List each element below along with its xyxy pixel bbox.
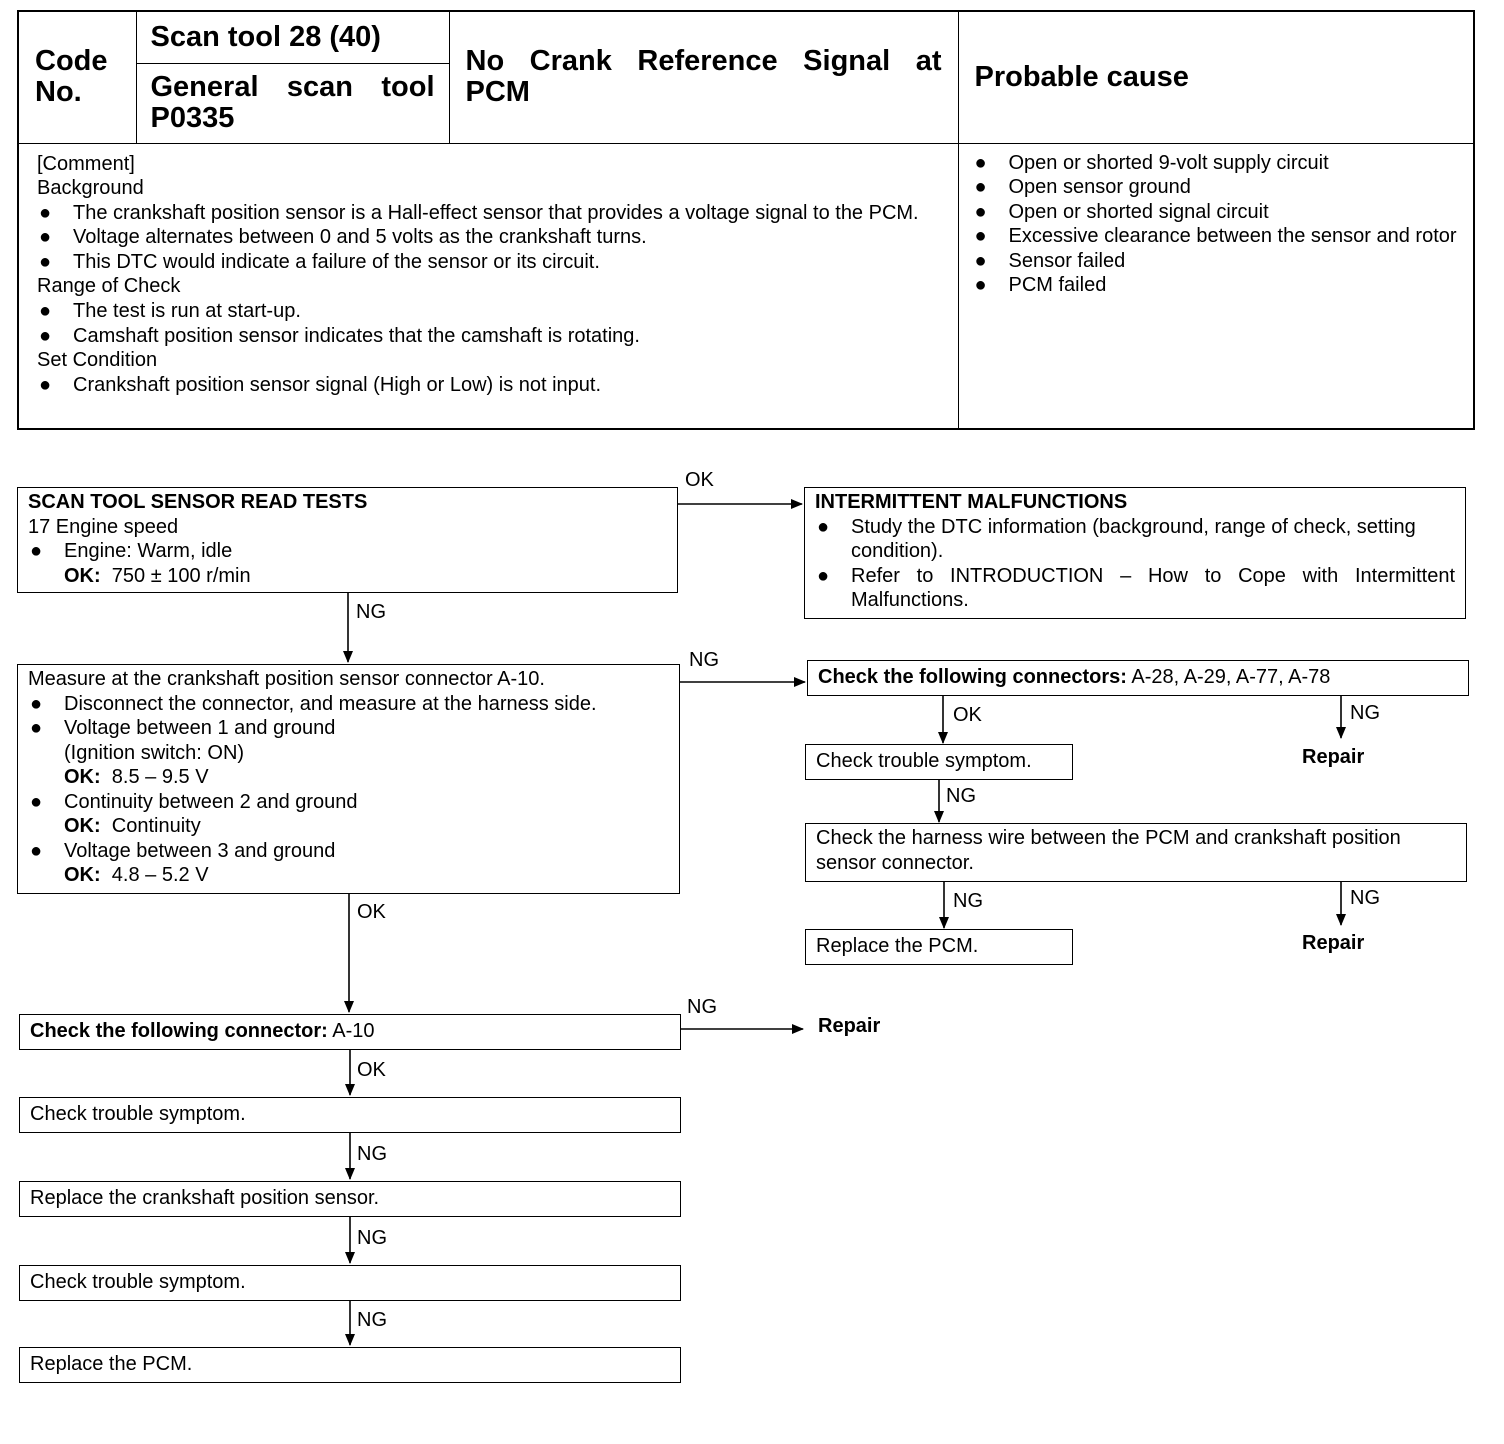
- check-harness-box: Check the harness wire between the PCM and crankshaft position sensor connector.: [805, 823, 1467, 882]
- ok-criterion: OK: 750 ± 100 r/min: [64, 564, 251, 587]
- measure-box: [17, 664, 680, 894]
- ng-label: NG: [953, 890, 983, 912]
- background-item: ● This DTC would indicate a failure of the sensor or its circuit.: [39, 250, 600, 273]
- cause-item: ● Excessive clearance between the sensor and rotor: [974, 225, 1457, 248]
- general-scan-tool-code: General scan tool P0335: [136, 63, 449, 143]
- repair-label: Repair: [1302, 746, 1365, 768]
- check-connector-a10-box: [19, 1014, 681, 1050]
- set-condition-label: Set Condition: [37, 349, 158, 372]
- range-item: ● Camshaft position sensor indicates that the camshaft is rotating.: [39, 324, 640, 347]
- bullet-icon: ●: [30, 839, 43, 862]
- bullet-icon: ●: [974, 249, 987, 272]
- replace-sensor-box: Replace the crankshaft position sensor.: [19, 1181, 681, 1217]
- bullet-icon: ●: [817, 515, 830, 538]
- range-item: ● The test is run at start-up.: [39, 300, 301, 323]
- intermittent-malfunctions-box: [804, 487, 1466, 619]
- bullet-icon: ●: [39, 201, 52, 224]
- range-label: Range of Check: [37, 275, 181, 298]
- intermittent-title: INTERMITTENT MALFUNCTIONS: [815, 491, 1128, 513]
- repair-label: Repair: [1302, 932, 1365, 954]
- repair-label: Repair: [818, 1015, 881, 1037]
- scan-tool-code: Scan tool 28 (40): [136, 11, 449, 63]
- ok-label: OK: [953, 704, 982, 726]
- cause-item: ● PCM failed: [974, 274, 1107, 297]
- intermittent-item: ● Study the DTC information (background, range of check, setting condition).: [817, 515, 1416, 562]
- comment-label: [Comment]: [37, 152, 135, 175]
- engine-condition: ● Engine: Warm, idle: [30, 540, 233, 562]
- bullet-icon: ●: [30, 717, 43, 739]
- check-trouble-symptom-box: Check trouble symptom.: [19, 1097, 681, 1133]
- bullet-icon: ●: [39, 324, 52, 347]
- bullet-icon: ●: [30, 540, 43, 562]
- bullet-icon: ●: [39, 226, 52, 249]
- cause-item: ● Open sensor ground: [974, 176, 1191, 199]
- ng-label: NG: [687, 996, 717, 1018]
- check-connector-label: Check the following connector:: [30, 1020, 328, 1042]
- check-trouble-symptom-box: Check trouble symptom.: [805, 744, 1073, 780]
- probable-cause-heading: Probable cause: [958, 11, 1474, 143]
- replace-pcm-box: Replace the PCM.: [805, 929, 1073, 965]
- check-connector-value: A-10: [332, 1020, 375, 1042]
- ok-label: OK: [685, 469, 714, 491]
- scan-tool-tests-title: SCAN TOOL SENSOR READ TESTS: [28, 491, 368, 513]
- check-connectors-value: A-28, A-29, A-77, A-78: [1131, 666, 1331, 688]
- code-no-label: Code No.: [18, 11, 136, 143]
- cause-item: ● Open or shorted signal circuit: [974, 200, 1269, 223]
- ok-label: OK: [357, 1059, 386, 1081]
- ng-label: NG: [689, 649, 719, 671]
- measure-item: ● Voltage between 3 and ground: [30, 839, 336, 862]
- background-item: ● The crankshaft position sensor is a Hall-effect sensor that provides a voltage signal to the PCM.: [39, 201, 919, 224]
- cause-item: ● Open or shorted 9-volt supply circuit: [974, 151, 1329, 174]
- cause-item: ● Sensor failed: [974, 249, 1126, 272]
- ng-label: NG: [357, 1143, 387, 1165]
- ng-label: NG: [1350, 702, 1380, 724]
- check-trouble-symptom-box: Check trouble symptom.: [19, 1265, 681, 1301]
- bullet-icon: ●: [974, 151, 987, 174]
- check-connectors-label: Check the following connectors:: [818, 666, 1127, 688]
- bullet-icon: ●: [974, 274, 987, 297]
- ng-label: NG: [946, 785, 976, 807]
- engine-speed-item: 17 Engine speed: [28, 515, 179, 538]
- measure-item: ● Continuity between 2 and ground: [30, 790, 358, 813]
- bullet-icon: ●: [39, 373, 52, 396]
- measure-item: ● Voltage between 1 and ground: [30, 717, 336, 739]
- set-condition-item: ● Crankshaft position sensor signal (High or Low) is not input.: [39, 373, 602, 396]
- ok-criterion: OK: Continuity: [64, 815, 201, 837]
- ok-criterion: OK: 4.8 – 5.2 V: [64, 864, 209, 886]
- replace-pcm-box: Replace the PCM.: [19, 1347, 681, 1383]
- ng-label: NG: [357, 1309, 387, 1331]
- background-label: Background: [37, 177, 144, 200]
- intermittent-item: ● Refer to INTRODUCTION – How to Cope with Intermittent Malfunctions.: [817, 564, 1455, 611]
- bullet-icon: ●: [974, 200, 987, 223]
- ok-label: OK: [357, 901, 386, 923]
- ng-label: NG: [357, 1227, 387, 1249]
- bullet-icon: ●: [39, 300, 52, 323]
- ok-criterion: OK: 8.5 – 9.5 V: [64, 766, 209, 788]
- scan-tool-tests-box: [17, 487, 678, 593]
- bullet-icon: ●: [974, 176, 987, 199]
- background-item: ● Voltage alternates between 0 and 5 volts as the crankshaft turns.: [39, 226, 647, 249]
- bullet-icon: ●: [974, 225, 987, 248]
- bullet-icon: ●: [817, 564, 830, 587]
- measure-title: Measure at the crankshaft position sensor connector A-10.: [28, 668, 545, 690]
- bullet-icon: ●: [39, 250, 52, 273]
- dtc-title: No Crank Reference Signal at PCM: [449, 11, 958, 143]
- bullet-icon: ●: [30, 790, 43, 813]
- bullet-icon: ●: [30, 692, 43, 715]
- measure-item: ● Disconnect the connector, and measure at the harness side.: [30, 692, 597, 715]
- check-connectors-box: [807, 660, 1469, 696]
- ng-label: NG: [356, 601, 386, 623]
- ng-label: NG: [1350, 887, 1380, 909]
- measure-sub: (Ignition switch: ON): [64, 741, 245, 764]
